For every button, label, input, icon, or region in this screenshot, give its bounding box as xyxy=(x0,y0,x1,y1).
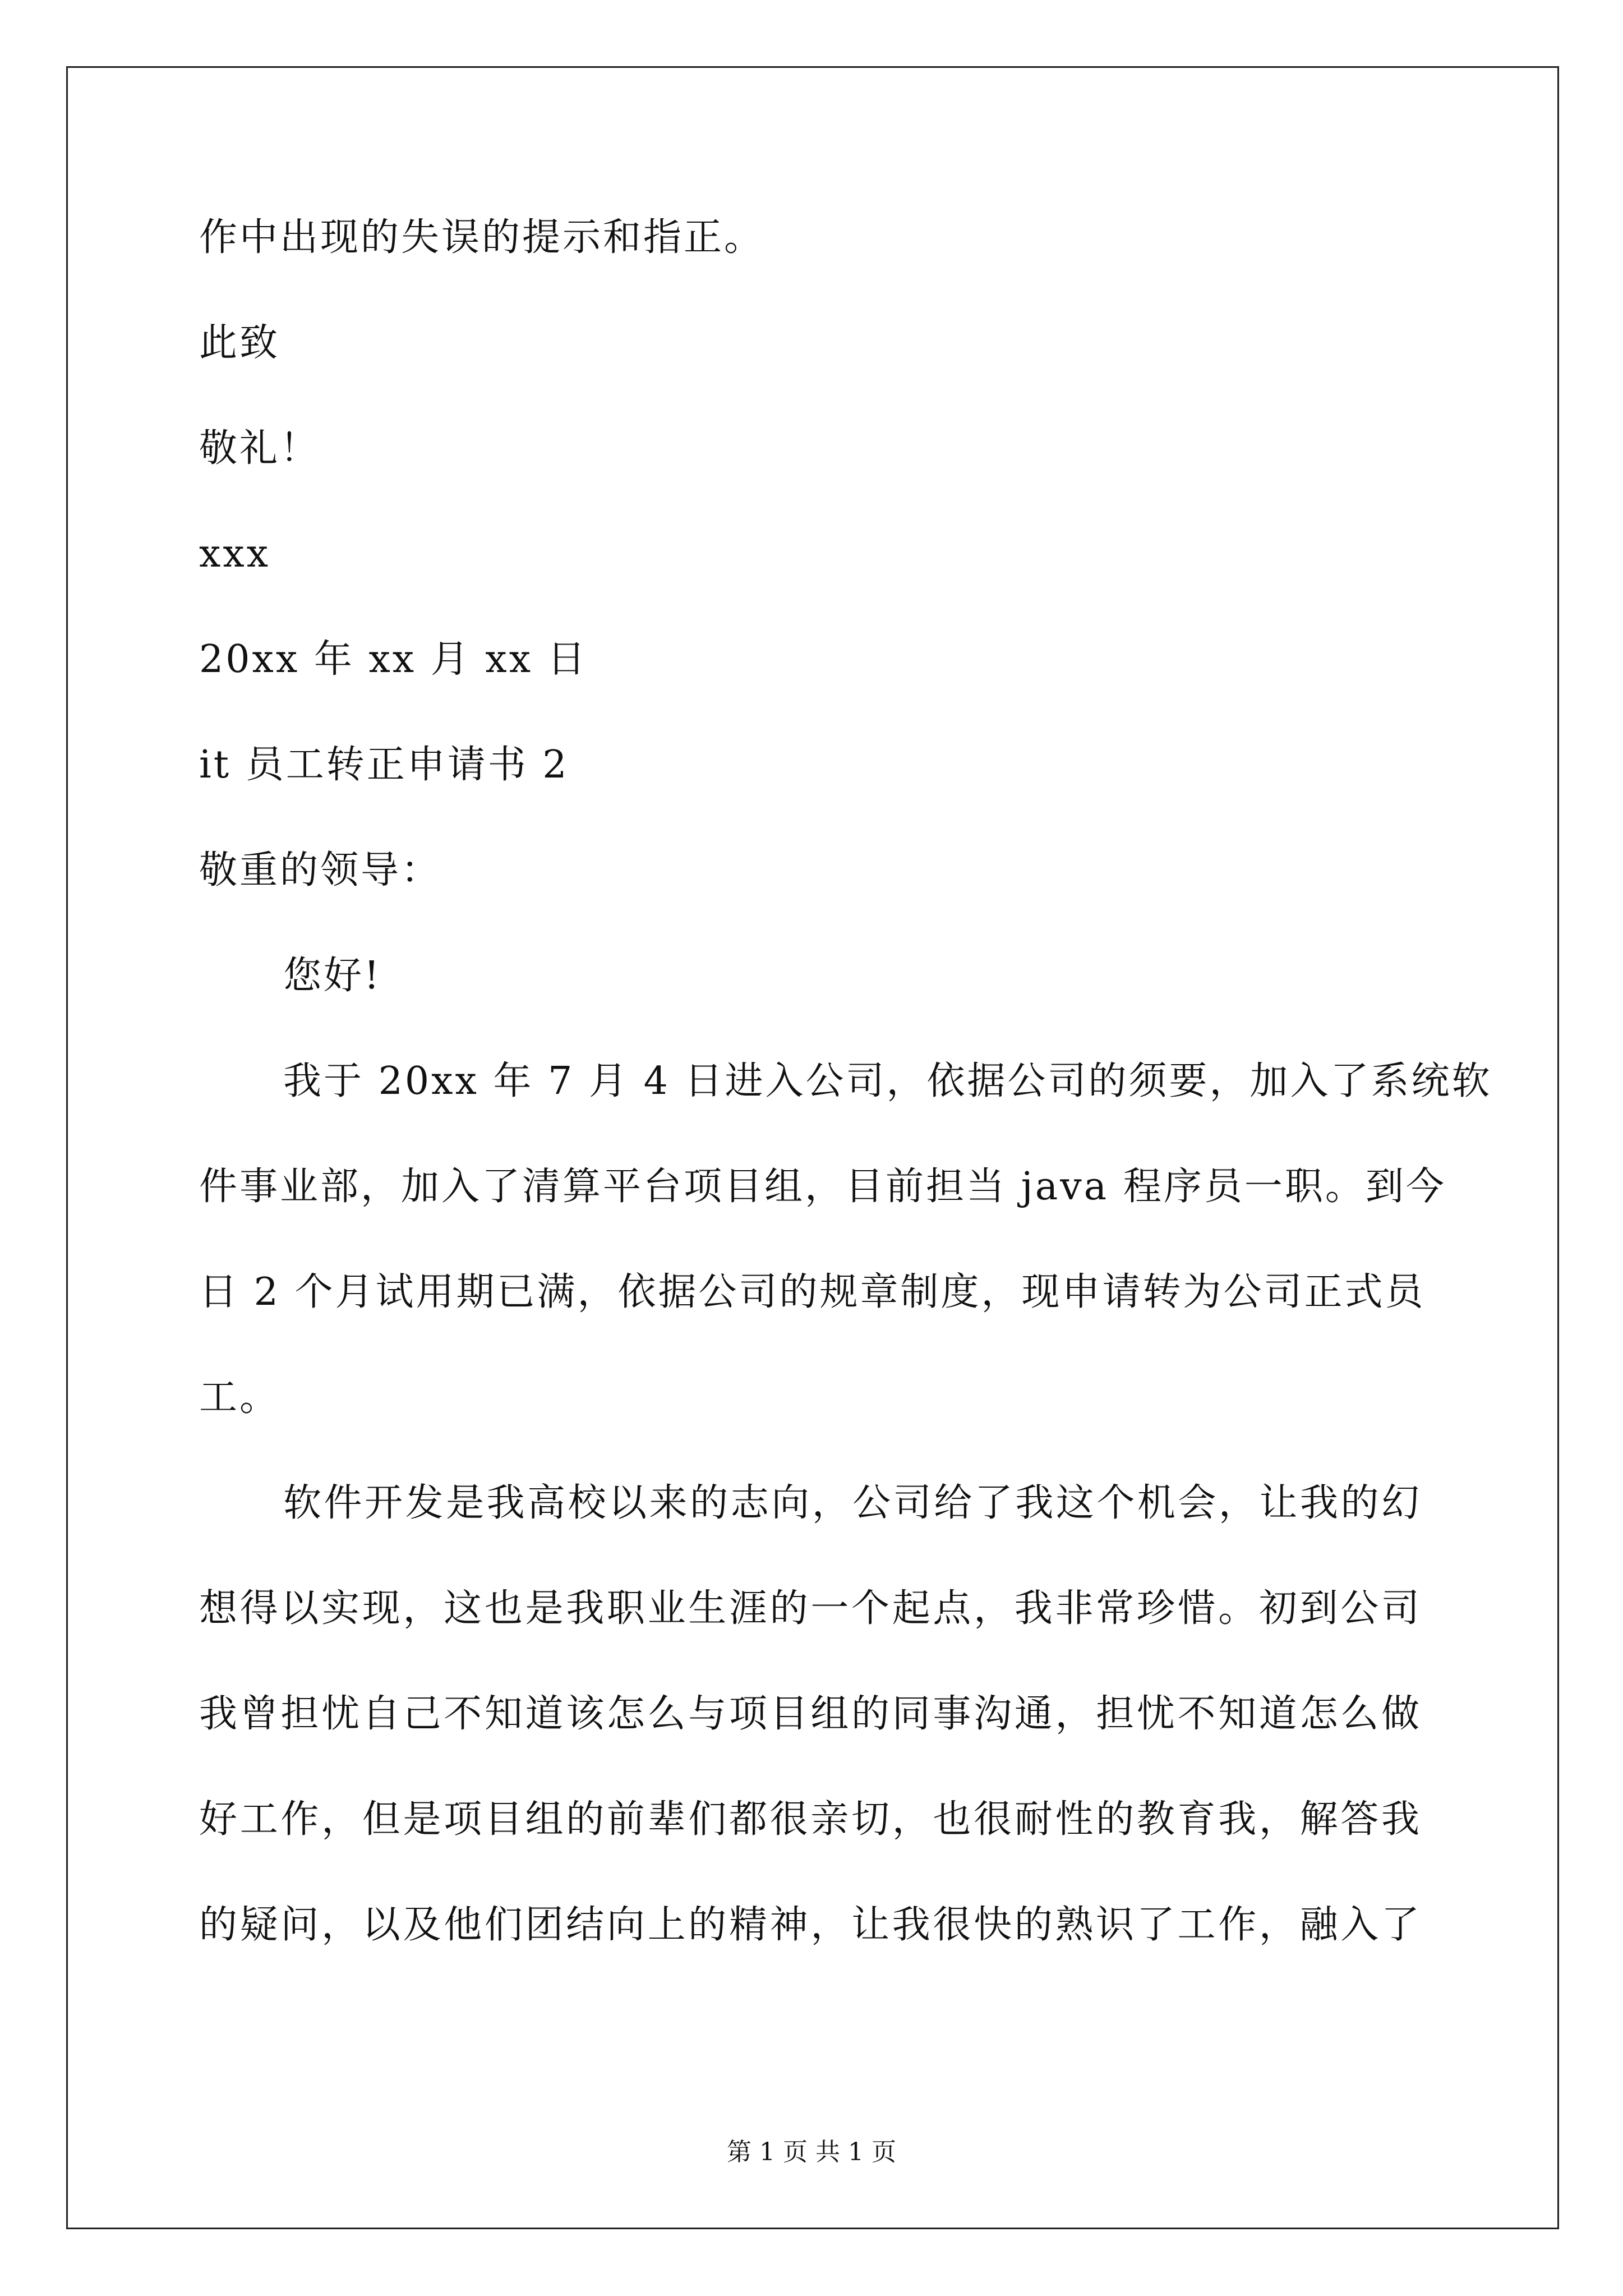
paragraph-line: 我曾担忧自己不知道该怎么与项目组的同事沟通，担忧不知道怎么做 xyxy=(199,1692,1422,1736)
text-line: 作中出现的失误的提示和指正。 xyxy=(199,215,765,260)
paragraph-line: 想得以实现，这也是我职业生涯的一个起点，我非常珍惜。初到公司 xyxy=(199,1586,1422,1631)
signature-date: 20xx 年 xx 月 xx 日 xyxy=(199,637,588,682)
paragraph-line: 我于 20xx 年 7 月 4 日进入公司，依据公司的须要，加入了系统软 xyxy=(283,1059,1492,1103)
document-body xyxy=(199,215,1492,2012)
paragraph-line: 件事业部，加入了清算平台项目组，目前担当 java 程序员一职。到今 xyxy=(199,1165,1446,1209)
greeting: 您好! xyxy=(283,954,382,998)
greeting-recipient: 敬重的领导： xyxy=(199,848,442,892)
page-footer: 第 1 页 共 1 页 xyxy=(727,2138,896,2166)
closing-salutation: 此致 xyxy=(199,321,280,365)
closing-regards: 敬礼！ xyxy=(199,426,321,471)
paragraph-line: 工。 xyxy=(199,1375,280,1420)
paragraph-line: 日 2 个月试用期已满，依据公司的规章制度，现申请转为公司正式员 xyxy=(199,1270,1426,1314)
paragraph-line: 软件开发是我高校以来的志向，公司给了我这个机会，让我的幻 xyxy=(283,1481,1422,1525)
paragraph-line: 好工作，但是项目组的前辈们都很亲切，也很耐性的教育我，解答我 xyxy=(199,1797,1422,1842)
paragraph-line: 的疑问，以及他们团结向上的精神，让我很快的熟识了工作，融入了 xyxy=(199,1903,1422,1947)
section-title: it 员工转正申请书 2 xyxy=(199,743,569,787)
signature-name: xxx xyxy=(199,532,271,576)
